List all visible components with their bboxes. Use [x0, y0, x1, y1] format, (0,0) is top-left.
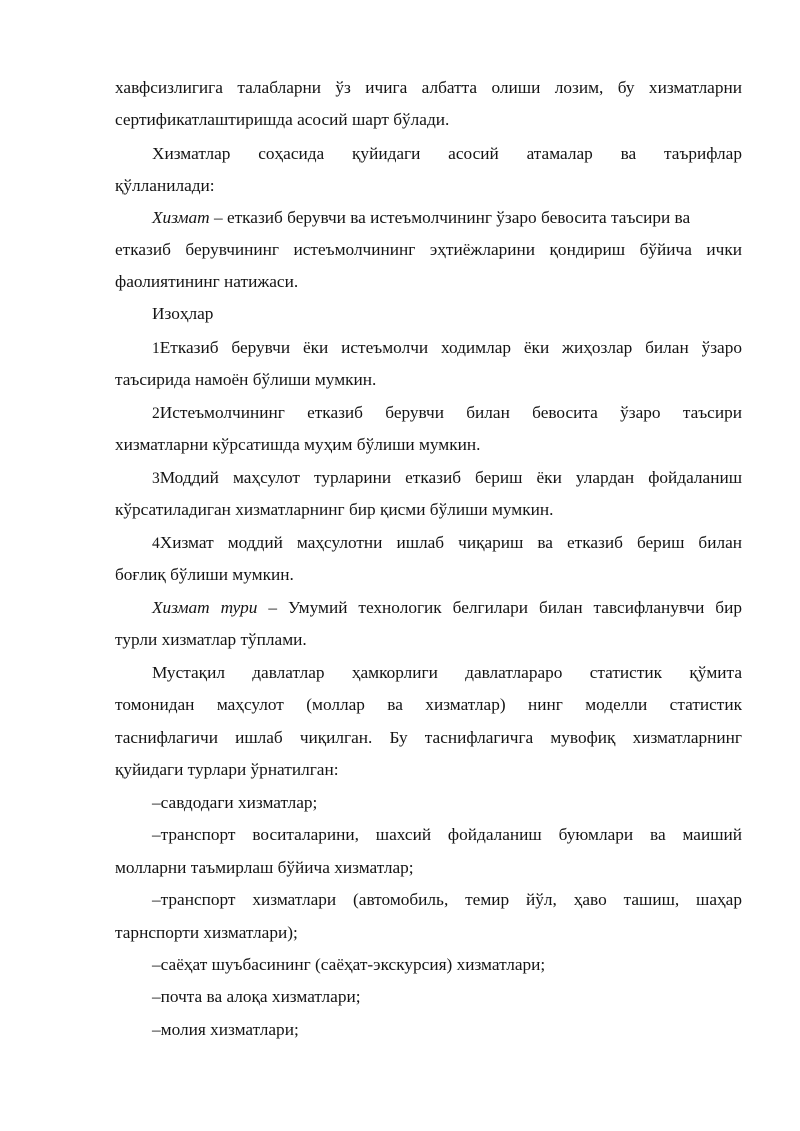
note-number: 1 [152, 340, 160, 357]
note-line [152, 336, 742, 361]
list-item: –транспорт воситаларини, шахсий фойдаланиш буюмлари ва маиший [152, 825, 742, 844]
text-line: таснифлагичи ишлаб чиқилган. Бу таснифлагичга мувофиқ хизматларнинг [115, 728, 742, 747]
definition-term: Хизмат тури [152, 598, 258, 617]
note-line [152, 531, 742, 556]
note-number: 4 [152, 535, 160, 552]
list-item: –савдодаги хизматлар; [152, 793, 318, 812]
text-line: кўрсатиладиган хизматларнинг бир қисми бўлиши мумкин. [115, 500, 554, 519]
note-number: 3 [152, 470, 160, 487]
note-text: Хизмат моддий маҳсулотни ишлаб чиқариш ва етказиб бериш билан [159, 533, 742, 552]
text-line: турли хизматлар тўплами. [115, 630, 307, 649]
definition-line [152, 206, 690, 230]
definition-text: – Умумий технологик белгилари билан тавсифланувчи бир [257, 598, 742, 617]
text-line: хавфсизлигига талабларни ўз ичига албатта олиши лозим, бу хизматларни [115, 78, 742, 97]
text-line: томонидан маҳсулот (моллар ва хизматлар) нинг моделли статистик [115, 695, 742, 714]
note-line [152, 466, 742, 491]
text-line: қўлланилади: [115, 176, 215, 195]
note-number: 2 [152, 405, 160, 422]
list-item: –саёҳат шуъбасининг (саёҳат-экскурсия) хизматлари; [152, 955, 546, 974]
text-line: молларни таъмирлаш бўйича хизматлар; [115, 858, 414, 877]
note-line [152, 401, 742, 426]
note-text: Моддий маҳсулот турларини етказиб бериш ёки улардан фойдаланиш [159, 468, 742, 487]
list-item: –молия хизматлари; [152, 1020, 299, 1039]
text-line: етказиб берувчининг истеъмолчининг эҳтиёжларини қондириш бўйича ички [115, 240, 742, 259]
note-text: Истеъмолчининг етказиб берувчи билан бевосита ўзаро таъсири [159, 403, 742, 422]
text-line: сертификатлаштиришда асосий шарт бўлади. [115, 110, 450, 129]
text-line: тарнспорти хизматлари); [115, 923, 298, 942]
text-line: таъсирида намоён бўлиши мумкин. [115, 370, 377, 389]
definition-line [152, 596, 742, 620]
text-line: фаолиятининг натижаси. [115, 272, 299, 291]
text-line: хизматларни кўрсатишда муҳим бўлиши мумкин. [115, 435, 481, 454]
note-text: Етказиб берувчи ёки истеъмолчи ходимлар ёки жиҳозлар билан ўзаро [159, 338, 742, 357]
list-item: –транспорт хизматлари (автомобиль, темир йўл, ҳаво ташиш, шаҳар [152, 890, 742, 909]
text-line: Мустақил давлатлар ҳамкорлиги давлатлараро статистик қўмита [152, 663, 742, 682]
notes-heading: Изоҳлар [152, 304, 214, 323]
definition-text: – етказиб берувчи ва истеъмолчининг ўзаро бевосита таъсири ва [209, 208, 691, 227]
text-line: қуйидаги турлари ўрнатилган: [115, 760, 339, 779]
list-item: –почта ва алоқа хизматлари; [152, 987, 361, 1006]
text-line: Хизматлар соҳасида қуйидаги асосий атамалар ва таърифлар [152, 144, 742, 163]
text-line: боғлиқ бўлиши мумкин. [115, 565, 294, 584]
definition-term: Хизмат [152, 208, 210, 227]
